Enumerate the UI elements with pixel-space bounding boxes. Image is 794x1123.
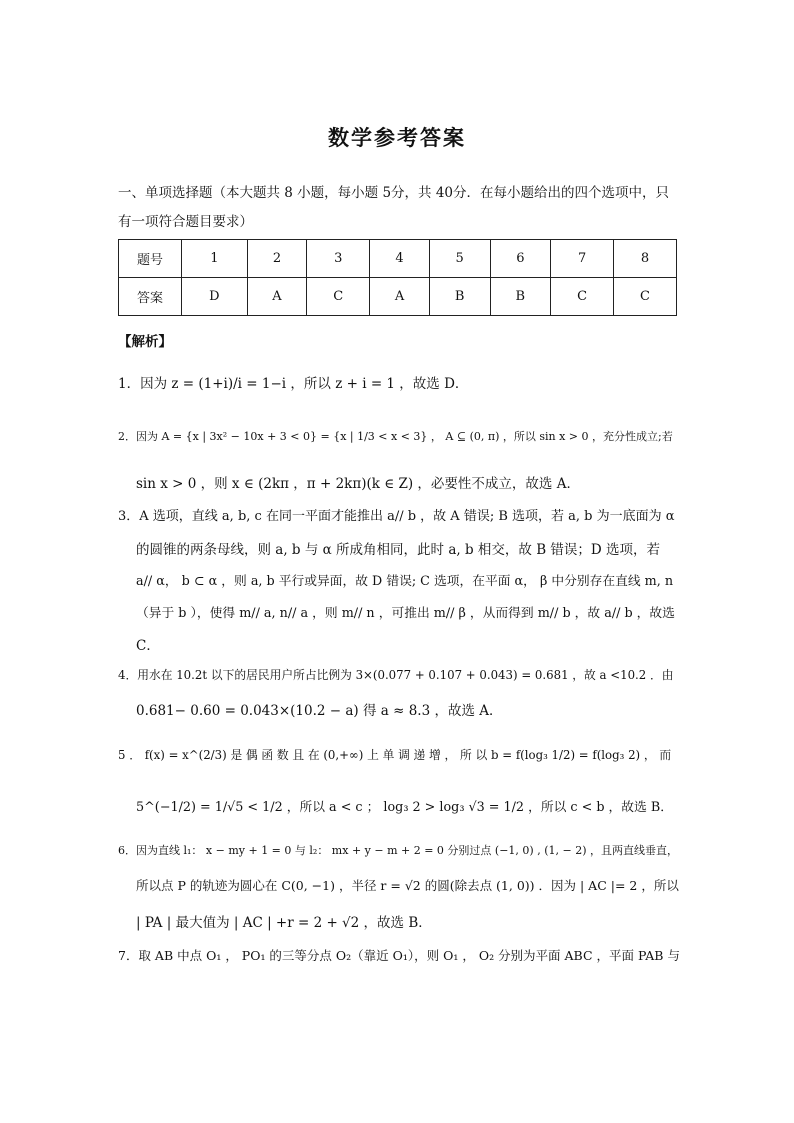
table-cell: B xyxy=(429,278,490,316)
table-cell: D xyxy=(182,278,248,316)
solution-line: 5^(−1/2) = 1/√5 < 1/2 ，所以 a < c ； log₃ 2 > log₃ √3 = 1/2 ，所以 c < b ，故选 B． xyxy=(136,800,673,815)
solution-line: 0.681− 0.60 = 0.043×(10.2 − a) 得 a ≈ 8.3 ，故选 A． xyxy=(136,703,503,719)
section-heading-line2: 有一项符合题目要求） xyxy=(118,214,253,230)
solution-line: 4．用水在 10.2t 以下的居民用户所占比例为 3×(0.077 + 0.107 + 0.043) = 0.681 ，故 a <10.2 ．由 xyxy=(118,668,674,682)
table-cell: 1 xyxy=(182,240,248,278)
solution-line: 3．A 选项，直线 a, b, c 在同一平面才能推出 a// b ，故 A 错误; B 选项，若 a, b 为一底面为 α xyxy=(118,509,675,524)
solution-line: （异于 b ），使得 m// a, n// a ，则 m// n ，可推出 m// β ，从而得到 m// b ，故 a// b ，故选 xyxy=(136,606,675,621)
solution-line: C． xyxy=(136,638,160,654)
table-cell: 8 xyxy=(614,240,677,278)
section-heading-line1: 一、单项选择题（本大题共 8 小题，每小题 5分，共 40分．在每小题给出的四个选项中，只 xyxy=(118,185,670,201)
solution-line: 6．因为直线 l₁： x − my + 1 = 0 与 l₂： mx + y − m + 2 = 0 分别过点 (−1, 0) , (1, − 2) ，且两直线垂直， xyxy=(118,844,678,857)
answer-table xyxy=(118,239,677,316)
solution-line: sin x > 0 ，则 x ∈ (2kπ ，π + 2kπ)(k ∈ Z) ，必要性不成立，故选 A． xyxy=(136,476,580,492)
table-cell: A xyxy=(247,278,307,316)
row-label-number: 题号 xyxy=(119,240,182,278)
table-cell: B xyxy=(490,278,551,316)
solution-line: 5 ． f(x) = x^(2/3) 是 偶 函 数 且 在 (0,+∞) 上 单 调 递 增 ， 所 以 b = f(log₃ 1/2) = f(log₃ 2) ， 而 xyxy=(118,748,672,762)
table-cell: C xyxy=(551,278,614,316)
table-cell: A xyxy=(370,278,430,316)
page-title: 数学参考答案 xyxy=(328,126,466,150)
table-row-numbers xyxy=(119,240,677,278)
solution-line: 1．因为 z = (1+i)/i = 1−i ，所以 z + i = 1 ，故选 D． xyxy=(118,376,469,392)
table-cell: 5 xyxy=(429,240,490,278)
solution-line: | PA | 最大值为 | AC | +r = 2 + √2 ，故选 B． xyxy=(136,915,432,931)
analysis-label: 【解析】 xyxy=(118,334,172,350)
table-cell: 3 xyxy=(307,240,370,278)
solution-line: 的圆锥的两条母线，则 a, b 与 α 所成角相同，此时 a, b 相交，故 B 错误；D 选项，若 xyxy=(136,542,661,558)
table-cell: C xyxy=(307,278,370,316)
table-cell: 2 xyxy=(247,240,307,278)
solution-line: a// α， b ⊂ α ，则 a, b 平行或异面，故 D 错误; C 选项，在平面 α， β 中分别存在直线 m, n xyxy=(136,574,674,589)
table-cell: 4 xyxy=(370,240,430,278)
table-cell: 7 xyxy=(551,240,614,278)
table-row-answers xyxy=(119,278,677,316)
solution-line: 7．取 AB 中点 O₁ ， PO₁ 的三等分点 O₂（靠近 O₁），则 O₁ ， O₂ 分别为平面 ABC ，平面 PAB 与 xyxy=(118,948,680,963)
solution-line: 所以点 P 的轨迹为圆心在 C(0, −1) ，半径 r = √2 的圆(除去点 (1, 0)) ．因为 | AC |= 2 ，所以 xyxy=(136,878,679,893)
row-label-answer: 答案 xyxy=(119,278,182,316)
solution-line: 2．因为 A = {x | 3x² − 10x + 3 < 0} = {x | 1/3 < x < 3} ， A ⊆ (0, π) ，所以 sin x > 0 ，充分性成立;若 xyxy=(118,430,673,443)
table-cell: 6 xyxy=(490,240,551,278)
table-cell: C xyxy=(614,278,677,316)
